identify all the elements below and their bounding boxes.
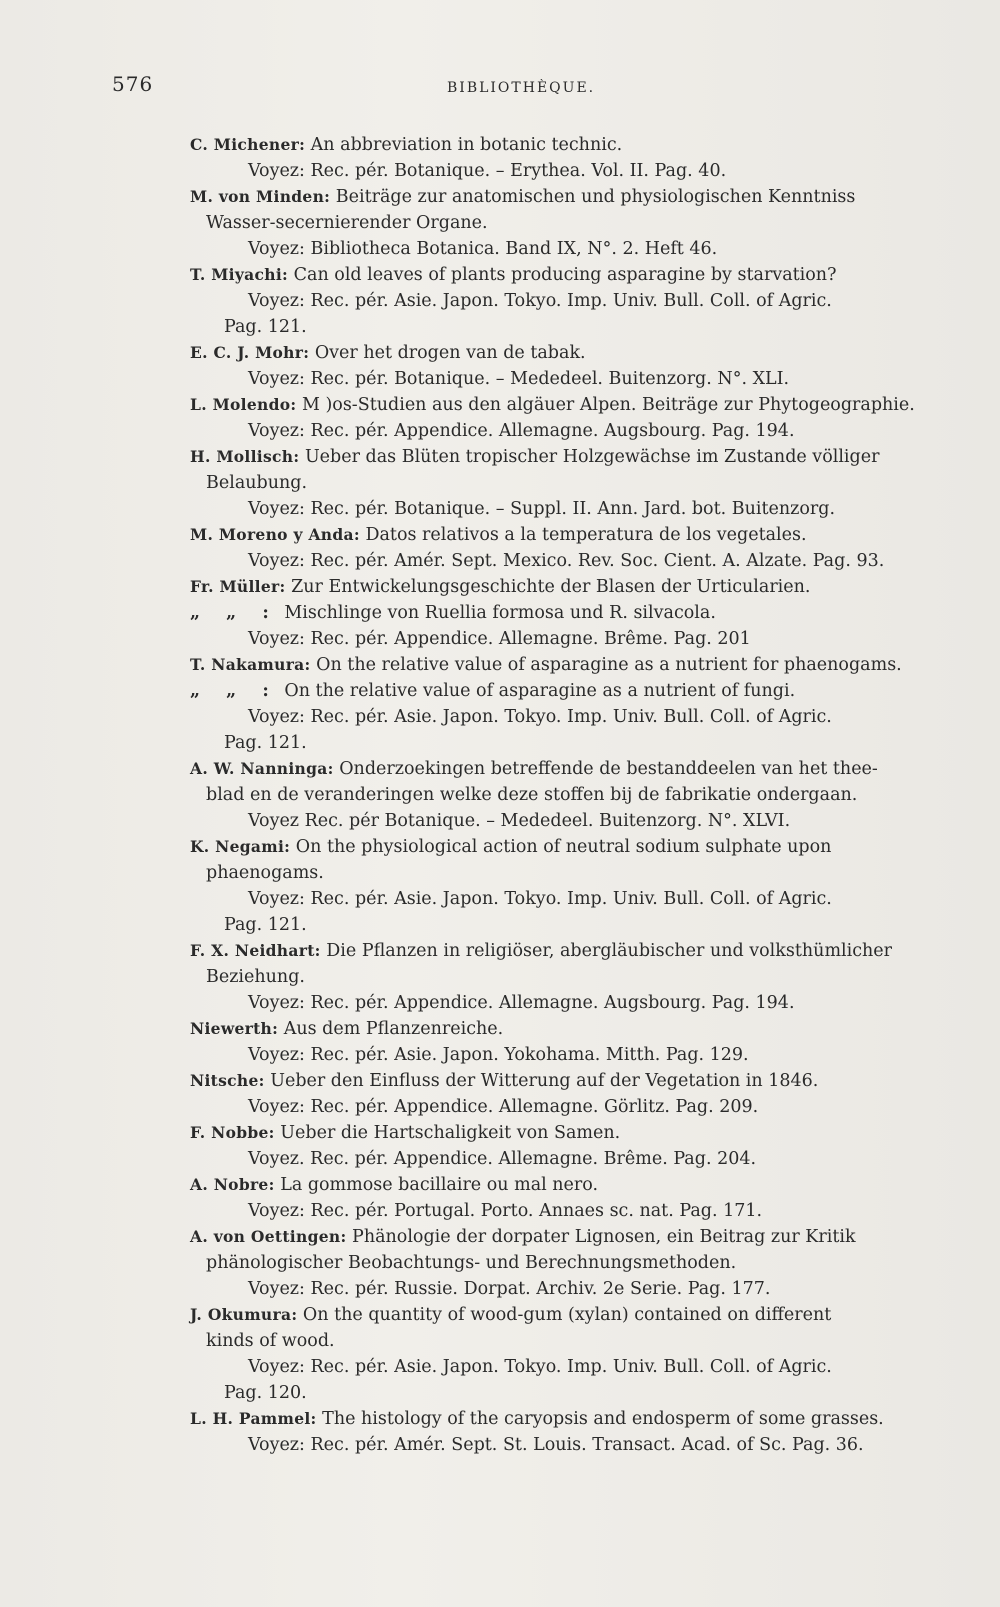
entry-first-line xyxy=(176,1172,936,1198)
entry-title: Datos relativos a la temperatura de los vegetales. xyxy=(365,525,807,545)
entry-title: Beiträge zur anatomischen und physiologischen Kenntniss xyxy=(335,187,856,207)
entry-reference: Voyez: Rec. pér. Appendice. Allemagne. Augsbourg. Pag. 194. xyxy=(248,993,795,1013)
entry-reference: Voyez: Bibliotheca Botanica. Band IX, N°. 2. Heft 46. xyxy=(248,239,718,259)
entry-reference-continued: Pag. 121. xyxy=(224,915,307,935)
bibliography-entry xyxy=(176,444,936,522)
running-head: BIBLIOTHÈQUE. xyxy=(447,80,596,96)
entry-title: Phänologie der dorpater Lignosen, ein Beitrag zur Kritik xyxy=(352,1227,856,1247)
entry-author: L. Molendo: xyxy=(190,395,297,414)
entry-author: K. Negami: xyxy=(190,837,291,856)
entry-ditto-line xyxy=(176,600,936,626)
entry-first-line xyxy=(176,1068,936,1094)
entry-title: Over het drogen van de tabak. xyxy=(314,343,586,363)
entry-author: J. Okumura: xyxy=(190,1305,298,1324)
bibliography-entry xyxy=(176,1302,936,1406)
bibliography-entry xyxy=(176,1120,936,1172)
entry-title: An abbreviation in botanic technic. xyxy=(310,135,623,155)
entry-reference: Voyez: Rec. pér. Portugal. Porto. Annaes sc. nat. Pag. 171. xyxy=(248,1201,763,1221)
entry-reference: Voyez: Rec. pér. Appendice. Allemagne. Görlitz. Pag. 209. xyxy=(248,1097,759,1117)
entry-author: E. C. J. Mohr: xyxy=(190,343,310,362)
entry-reference-continued: Pag. 120. xyxy=(224,1383,307,1403)
entry-author: Niewerth: xyxy=(190,1019,279,1038)
entry-author: A. W. Nanninga: xyxy=(190,759,334,778)
entry-second-title: Mischlinge von Ruellia formosa und R. silvacola. xyxy=(284,603,716,623)
entry-reference: Voyez: Rec. pér. Asie. Japon. Tokyo. Imp. Univ. Bull. Coll. of Agric. xyxy=(248,291,832,311)
entry-title-continued: kinds of wood. xyxy=(206,1331,335,1351)
entry-title-continued: Wasser-secernierender Organe. xyxy=(206,213,488,233)
bibliography-entry xyxy=(176,1068,936,1120)
bibliography-entry xyxy=(176,1172,936,1224)
entry-reference: Voyez: Rec. pér. Botanique. – Suppl. II. Ann. Jard. bot. Buitenzorg. xyxy=(248,499,836,519)
entry-author: F. X. Neidhart: xyxy=(190,941,321,960)
entry-ditto-line xyxy=(176,678,936,704)
bibliography-entry xyxy=(176,834,936,938)
entry-first-line xyxy=(176,1302,936,1328)
entry-author: F. Nobbe: xyxy=(190,1123,275,1142)
entry-first-line xyxy=(176,834,936,860)
entry-reference: Voyez: Rec. pér. Botanique. – Mededeel. Buitenzorg. N°. XLI. xyxy=(248,369,790,389)
entry-reference: Voyez: Rec. pér. Asie. Japon. Yokohama. Mitth. Pag. 129. xyxy=(248,1045,749,1065)
entry-author: Fr. Müller: xyxy=(190,577,286,596)
bibliography-entry xyxy=(176,1224,936,1302)
entry-title: Aus dem Pflanzenreiche. xyxy=(283,1019,504,1039)
entry-title: Die Pflanzen in religiöser, abergläubischer und volksthümlicher xyxy=(326,941,893,961)
entry-title-continued: blad en de veranderingen welke deze stoffen bij de fabrikatie ondergaan. xyxy=(206,785,858,805)
entry-reference: Voyez. Rec. pér. Appendice. Allemagne. Brême. Pag. 204. xyxy=(248,1149,757,1169)
bibliography-entry xyxy=(176,756,936,834)
entry-author: C. Michener: xyxy=(190,135,306,154)
entry-first-line xyxy=(176,1016,936,1042)
entry-title: La gommose bacillaire ou mal nero. xyxy=(280,1175,599,1195)
ditto-marks: „ „ : xyxy=(190,603,279,623)
entry-title-continued: phaenogams. xyxy=(206,863,324,883)
entry-first-line xyxy=(176,938,936,964)
entry-title: Zur Entwickelungsgeschichte der Blasen der Urticularien. xyxy=(291,577,811,597)
entry-reference: Voyez: Rec. pér. Appendice. Allemagne. Augsbourg. Pag. 194. xyxy=(248,421,795,441)
entry-title-continued: Belaubung. xyxy=(206,473,308,493)
bibliography-entry xyxy=(176,184,936,262)
entry-title: Ueber den Einfluss der Witterung auf der Vegetation in 1846. xyxy=(270,1071,819,1091)
entry-author: A. von Oettingen: xyxy=(190,1227,347,1246)
entry-reference: Voyez Rec. pér Botanique. – Mededeel. Buitenzorg. N°. XLVI. xyxy=(248,811,791,831)
entry-first-line xyxy=(176,652,936,678)
bibliography-entry xyxy=(176,262,936,340)
entry-reference: Voyez: Rec. pér. Asie. Japon. Tokyo. Imp. Univ. Bull. Coll. of Agric. xyxy=(248,707,832,727)
entry-title: Onderzoekingen betreffende de bestanddeelen van het thee- xyxy=(339,759,878,779)
entry-first-line xyxy=(176,184,936,210)
entry-author: Nitsche: xyxy=(190,1071,265,1090)
entry-first-line xyxy=(176,1224,936,1250)
bibliography-entry xyxy=(176,392,936,444)
bibliography-list xyxy=(176,132,936,1458)
entry-author: M. Moreno y Anda: xyxy=(190,525,360,544)
entry-author: T. Nakamura: xyxy=(190,655,311,674)
entry-first-line xyxy=(176,444,936,470)
entry-title: Ueber das Blüten tropischer Holzgewächse im Zustande völliger xyxy=(304,447,880,467)
entry-author: T. Miyachi: xyxy=(190,265,289,284)
entry-title: On the physiological action of neutral sodium sulphate upon xyxy=(295,837,832,857)
entry-reference-continued: Pag. 121. xyxy=(224,733,307,753)
entry-author: M. von Minden: xyxy=(190,187,331,206)
entry-first-line xyxy=(176,756,936,782)
entry-first-line xyxy=(176,392,936,418)
entry-first-line xyxy=(176,132,936,158)
entry-reference: Voyez: Rec. pér. Amér. Sept. Mexico. Rev. Soc. Cient. A. Alzate. Pag. 93. xyxy=(248,551,885,571)
entry-reference: Voyez: Rec. pér. Asie. Japon. Tokyo. Imp. Univ. Bull. Coll. of Agric. xyxy=(248,889,832,909)
entry-title: The histology of the caryopsis and endosperm of some grasses. xyxy=(322,1409,884,1429)
bibliography-entry xyxy=(176,938,936,1016)
bibliography-entry xyxy=(176,522,936,574)
bibliography-entry xyxy=(176,1016,936,1068)
entry-reference: Voyez: Rec. pér. Botanique. – Erythea. Vol. II. Pag. 40. xyxy=(248,161,727,181)
entry-author: H. Mollisch: xyxy=(190,447,300,466)
bibliography-entry xyxy=(176,574,936,652)
entry-first-line xyxy=(176,1120,936,1146)
entry-reference-continued: Pag. 121. xyxy=(224,317,307,337)
entry-title: Ueber die Hartschaligkeit von Samen. xyxy=(280,1123,621,1143)
entry-reference: Voyez: Rec. pér. Amér. Sept. St. Louis. Transact. Acad. of Sc. Pag. 36. xyxy=(248,1435,864,1455)
entry-first-line xyxy=(176,262,936,288)
entry-title: On the relative value of asparagine as a nutrient for phaenogams. xyxy=(316,655,902,675)
bibliography-entry xyxy=(176,1406,936,1458)
entry-title: M )os-Studien aus den algäuer Alpen. Beiträge zur Phytogeographie. xyxy=(301,395,915,415)
entry-second-title: On the relative value of asparagine as a nutrient of fungi. xyxy=(284,681,796,701)
entry-author: L. H. Pammel: xyxy=(190,1409,317,1428)
ditto-marks: „ „ : xyxy=(190,681,279,701)
bibliography-entry xyxy=(176,132,936,184)
entry-title-continued: phänologischer Beobachtungs- und Berechnungsmethoden. xyxy=(206,1253,737,1273)
entry-reference: Voyez: Rec. pér. Asie. Japon. Tokyo. Imp. Univ. Bull. Coll. of Agric. xyxy=(248,1357,832,1377)
entry-first-line xyxy=(176,522,936,548)
page-number: 576 xyxy=(112,72,154,96)
bibliography-entry xyxy=(176,652,936,756)
entry-first-line xyxy=(176,574,936,600)
entry-first-line xyxy=(176,1406,936,1432)
entry-first-line xyxy=(176,340,936,366)
bibliography-entry xyxy=(176,340,936,392)
entry-author: A. Nobre: xyxy=(190,1175,275,1194)
entry-title: Can old leaves of plants producing asparagine by starvation? xyxy=(293,265,837,285)
entry-title: On the quantity of wood-gum (xylan) contained on different xyxy=(302,1305,832,1325)
entry-reference: Voyez: Rec. pér. Russie. Dorpat. Archiv. 2e Serie. Pag. 177. xyxy=(248,1279,771,1299)
entry-title-continued: Beziehung. xyxy=(206,967,305,987)
entry-reference: Voyez: Rec. pér. Appendice. Allemagne. Brême. Pag. 201 xyxy=(248,629,751,649)
